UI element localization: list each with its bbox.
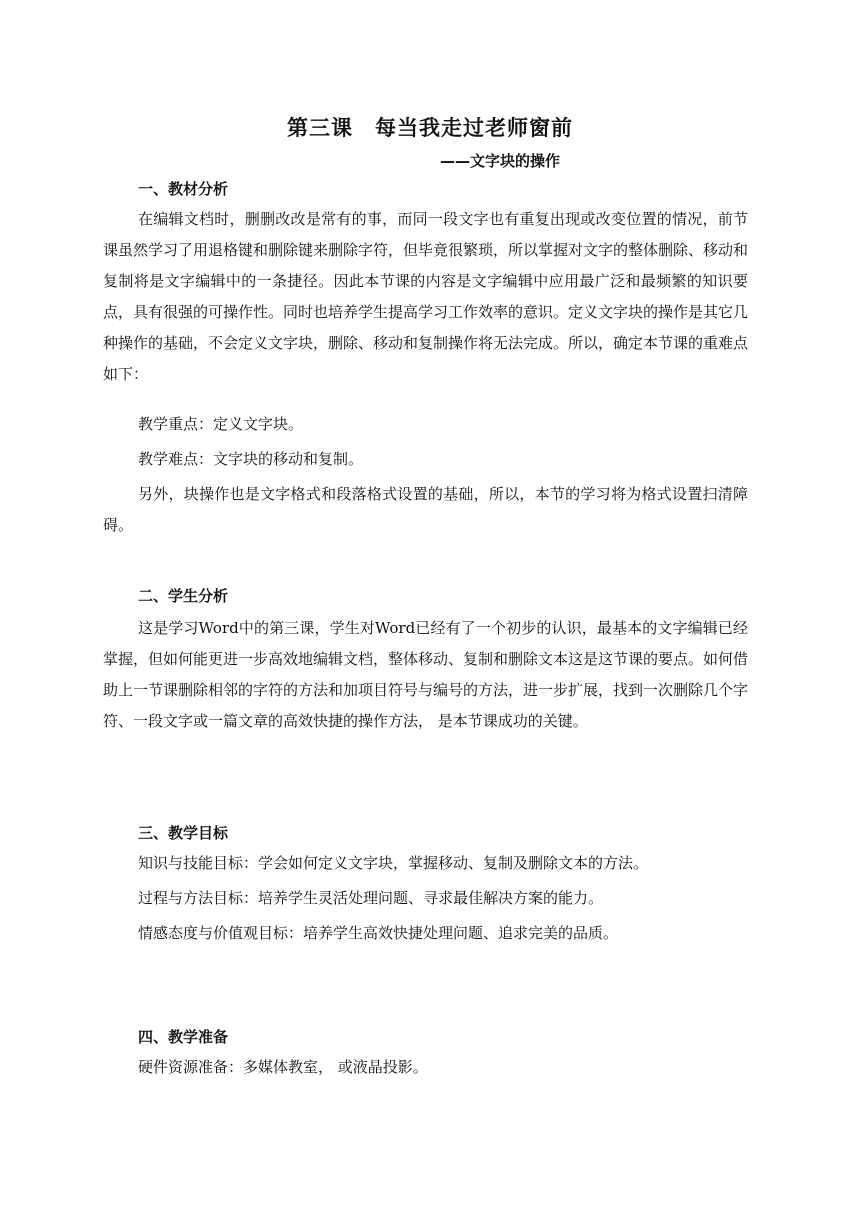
section-heading-teaching-preparation: 四、教学准备	[138, 1028, 229, 1046]
section-heading-textbook-analysis: 一、教材分析	[138, 180, 229, 198]
document-subtitle: ——文字块的操作	[440, 152, 561, 170]
paragraph-knowledge-goal: 知识与技能目标：学会如何定义文字块，掌握移动、复制及删除文本的方法。	[138, 854, 649, 872]
section-heading-teaching-goals: 三、教学目标	[138, 824, 229, 842]
paragraph-textbook-analysis: 在编辑文档时，删删改改是常有的事，而同一段文字也有重复出现或改变位置的情况，前节课虽然学习了用退格键和删除键来删除字符，但毕竟很繁琐，所以掌握对文字的整体删除、移动和复制将是文字编辑中的一条捷径。因此本节课的内容是文字编辑中应用最广泛和最频繁的知识要点，具有很强的可操作性。同时也培养学生提高学习工作效率的意识。定义文字块的操作是其它几种操作的基础，不会定义文字块，删除、移动和复制操作将无法完成。所以，确定本节课的重难点如下：	[103, 210, 749, 383]
paragraph-key-point: 教学重点：定义文字块。	[138, 415, 304, 433]
paragraph-process-goal: 过程与方法目标：培养学生灵活处理问题、寻求最佳解决方案的能力。	[138, 889, 604, 907]
section-heading-student-analysis: 二、学生分析	[138, 587, 229, 605]
paragraph-difficult-point: 教学难点：文字块的移动和复制。	[138, 450, 364, 468]
paragraph-block-operation-note: 另外，块操作也是文字格式和段落格式设置的基础，所以，本节的学习将为格式设置扫清障碍。	[103, 485, 748, 534]
paragraph-hardware-preparation: 硬件资源准备：多媒体教室， 或液晶投影。	[138, 1058, 428, 1076]
paragraph-student-analysis: 这是学习Word中的第三课，学生对Word已经有了一个初步的认识，最基本的文字编辑已经掌握，但如何能更进一步高效地编辑文档，整体移动、复制和删除文本这是这节课的要点。如何借助上一节课删除相邻的字符的方法和加项目符号与编号的方法，进一步扩展，找到一次删除几个字符、一段文字或一篇文章的高效快捷的操作方法， 是本节课成功的关键。	[103, 619, 749, 730]
document-title: 第三课 每当我走过老师窗前	[287, 116, 573, 140]
paragraph-attitude-goal: 情感态度与价值观目标：培养学生高效快捷处理问题、追求完美的品质。	[138, 924, 619, 942]
